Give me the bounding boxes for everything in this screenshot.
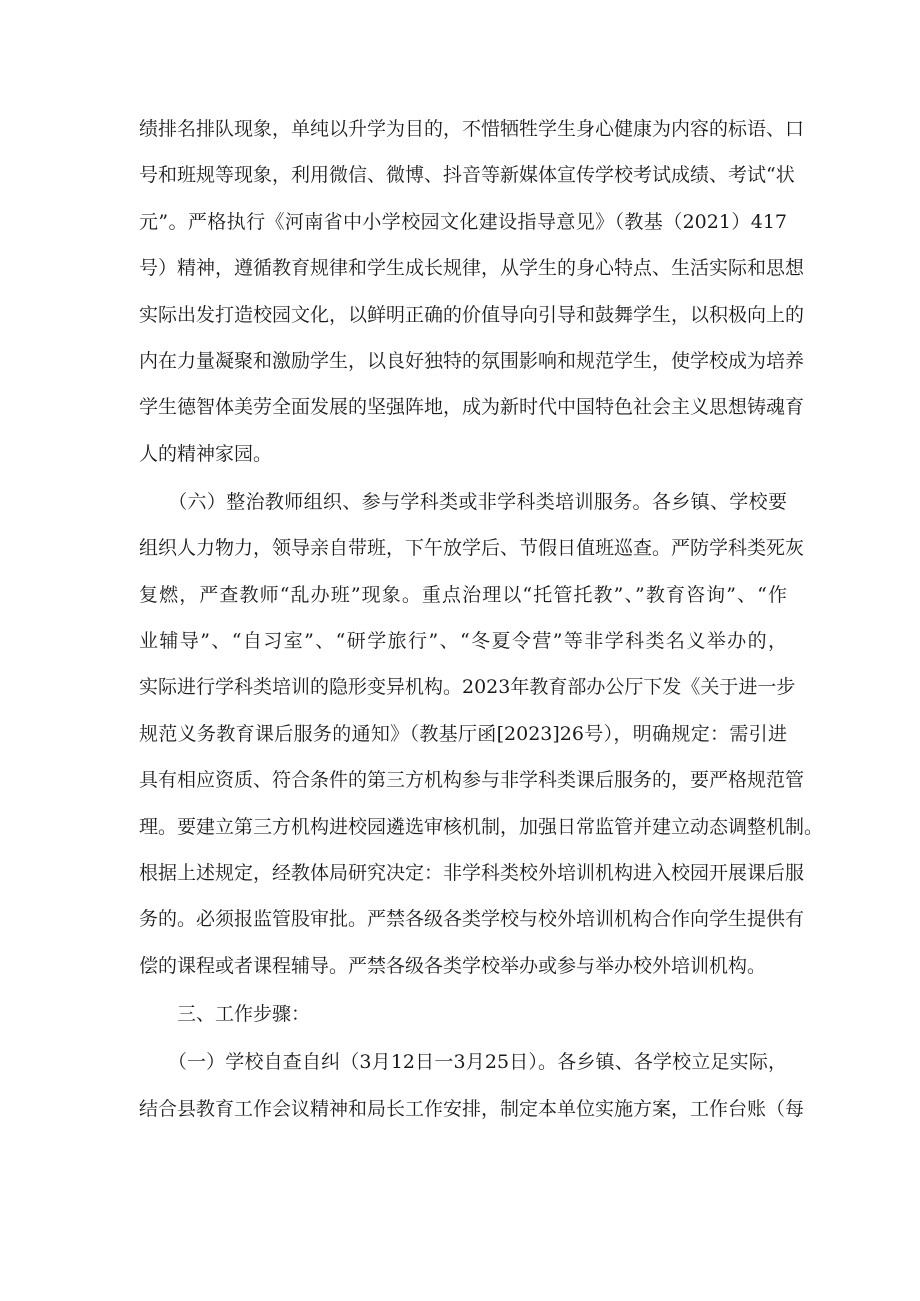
text-line: （一）学校自查自纠（3月12日一3月25日）。各乡镇、各学校立足实际， — [139, 1051, 787, 1074]
text-line: 实际出发打造校园文化，以鲜明正确的价值导向引导和鼓舞学生，以积极向上的 — [139, 303, 805, 326]
text-line: 绩排名排队现象，单纯以升学为目的，不惜牺牲学生身心健康为内容的标语、口 — [139, 118, 805, 140]
text-line: （六）整治教师组织、参与学科类或非学科类培训服务。各乡镇、学校要 — [139, 490, 787, 513]
text-line: 业辅导”、“自习室”、“研学旅行”、“冬夏令营”等非学科类名义举办的， — [139, 630, 787, 653]
text-line: 复燃，严查教师“乱办班”现象。重点治理以“托管托教”、”教育咨询”、“作 — [139, 583, 787, 606]
text-line: 理。要建立第三方机构进校园遴选审核机制，加强日常监管并建立动态调整机制。 — [139, 815, 824, 838]
text-line: 根据上述规定，经教体局研究决定：非学科类校外培训机构进入校园开展课后服 — [139, 862, 805, 885]
text-line: 偿的课程或者课程辅导。严禁各级各类学校举办或参与举办校外培训机构。 — [139, 954, 767, 977]
document-body — [139, 106, 824, 1132]
text-line: 学生德智体美劳全面发展的坚强阵地，成为新时代中国特色社会主义思想铸魂育 — [139, 396, 805, 419]
text-line: 具有相应资质、符合条件的第三方机构参与非学科类课后服务的，要严格规范管 — [139, 769, 805, 792]
text-line: 元”。严格执行《河南省中小学校园文化建设指导意见》（教基（2021）417 — [139, 210, 787, 233]
text-line: 规范义务教育课后服务的通知》（教基厅函[2023]26号），明确规定：需引进 — [139, 722, 787, 745]
text-line: 组织人力物力，领导亲自带班，下午放学后、节假日值班巡查。严防学科类死灰 — [139, 537, 805, 560]
text-line: 实际进行学科类培训的隐形变异机构。2023年教育部办公厅下发《关于进一步 — [139, 676, 796, 699]
text-line: 人的精神家园。 — [139, 442, 273, 465]
text-line: 务的。必须报监管股审批。严禁各级各类学校与校外培训机构合作向学生提供有 — [139, 908, 805, 931]
text-line: 内在力量凝聚和激励学生，以良好独特的氛围影响和规范学生，使学校成为培养 — [139, 349, 805, 372]
section-heading: 三、工作步骤： — [139, 1003, 311, 1026]
text-line: 号和班规等现象，利用微信、微博、抖音等新媒体宣传学校考试成绩、考试“状 — [139, 164, 795, 187]
text-line: 号）精神，遵循教育规律和学生成长规律，从学生的身心特点、生活实际和思想 — [139, 257, 805, 280]
text-line: 结合县教育工作会议精神和局长工作安排，制定本单位实施方案，工作台账（每 — [139, 1097, 805, 1120]
